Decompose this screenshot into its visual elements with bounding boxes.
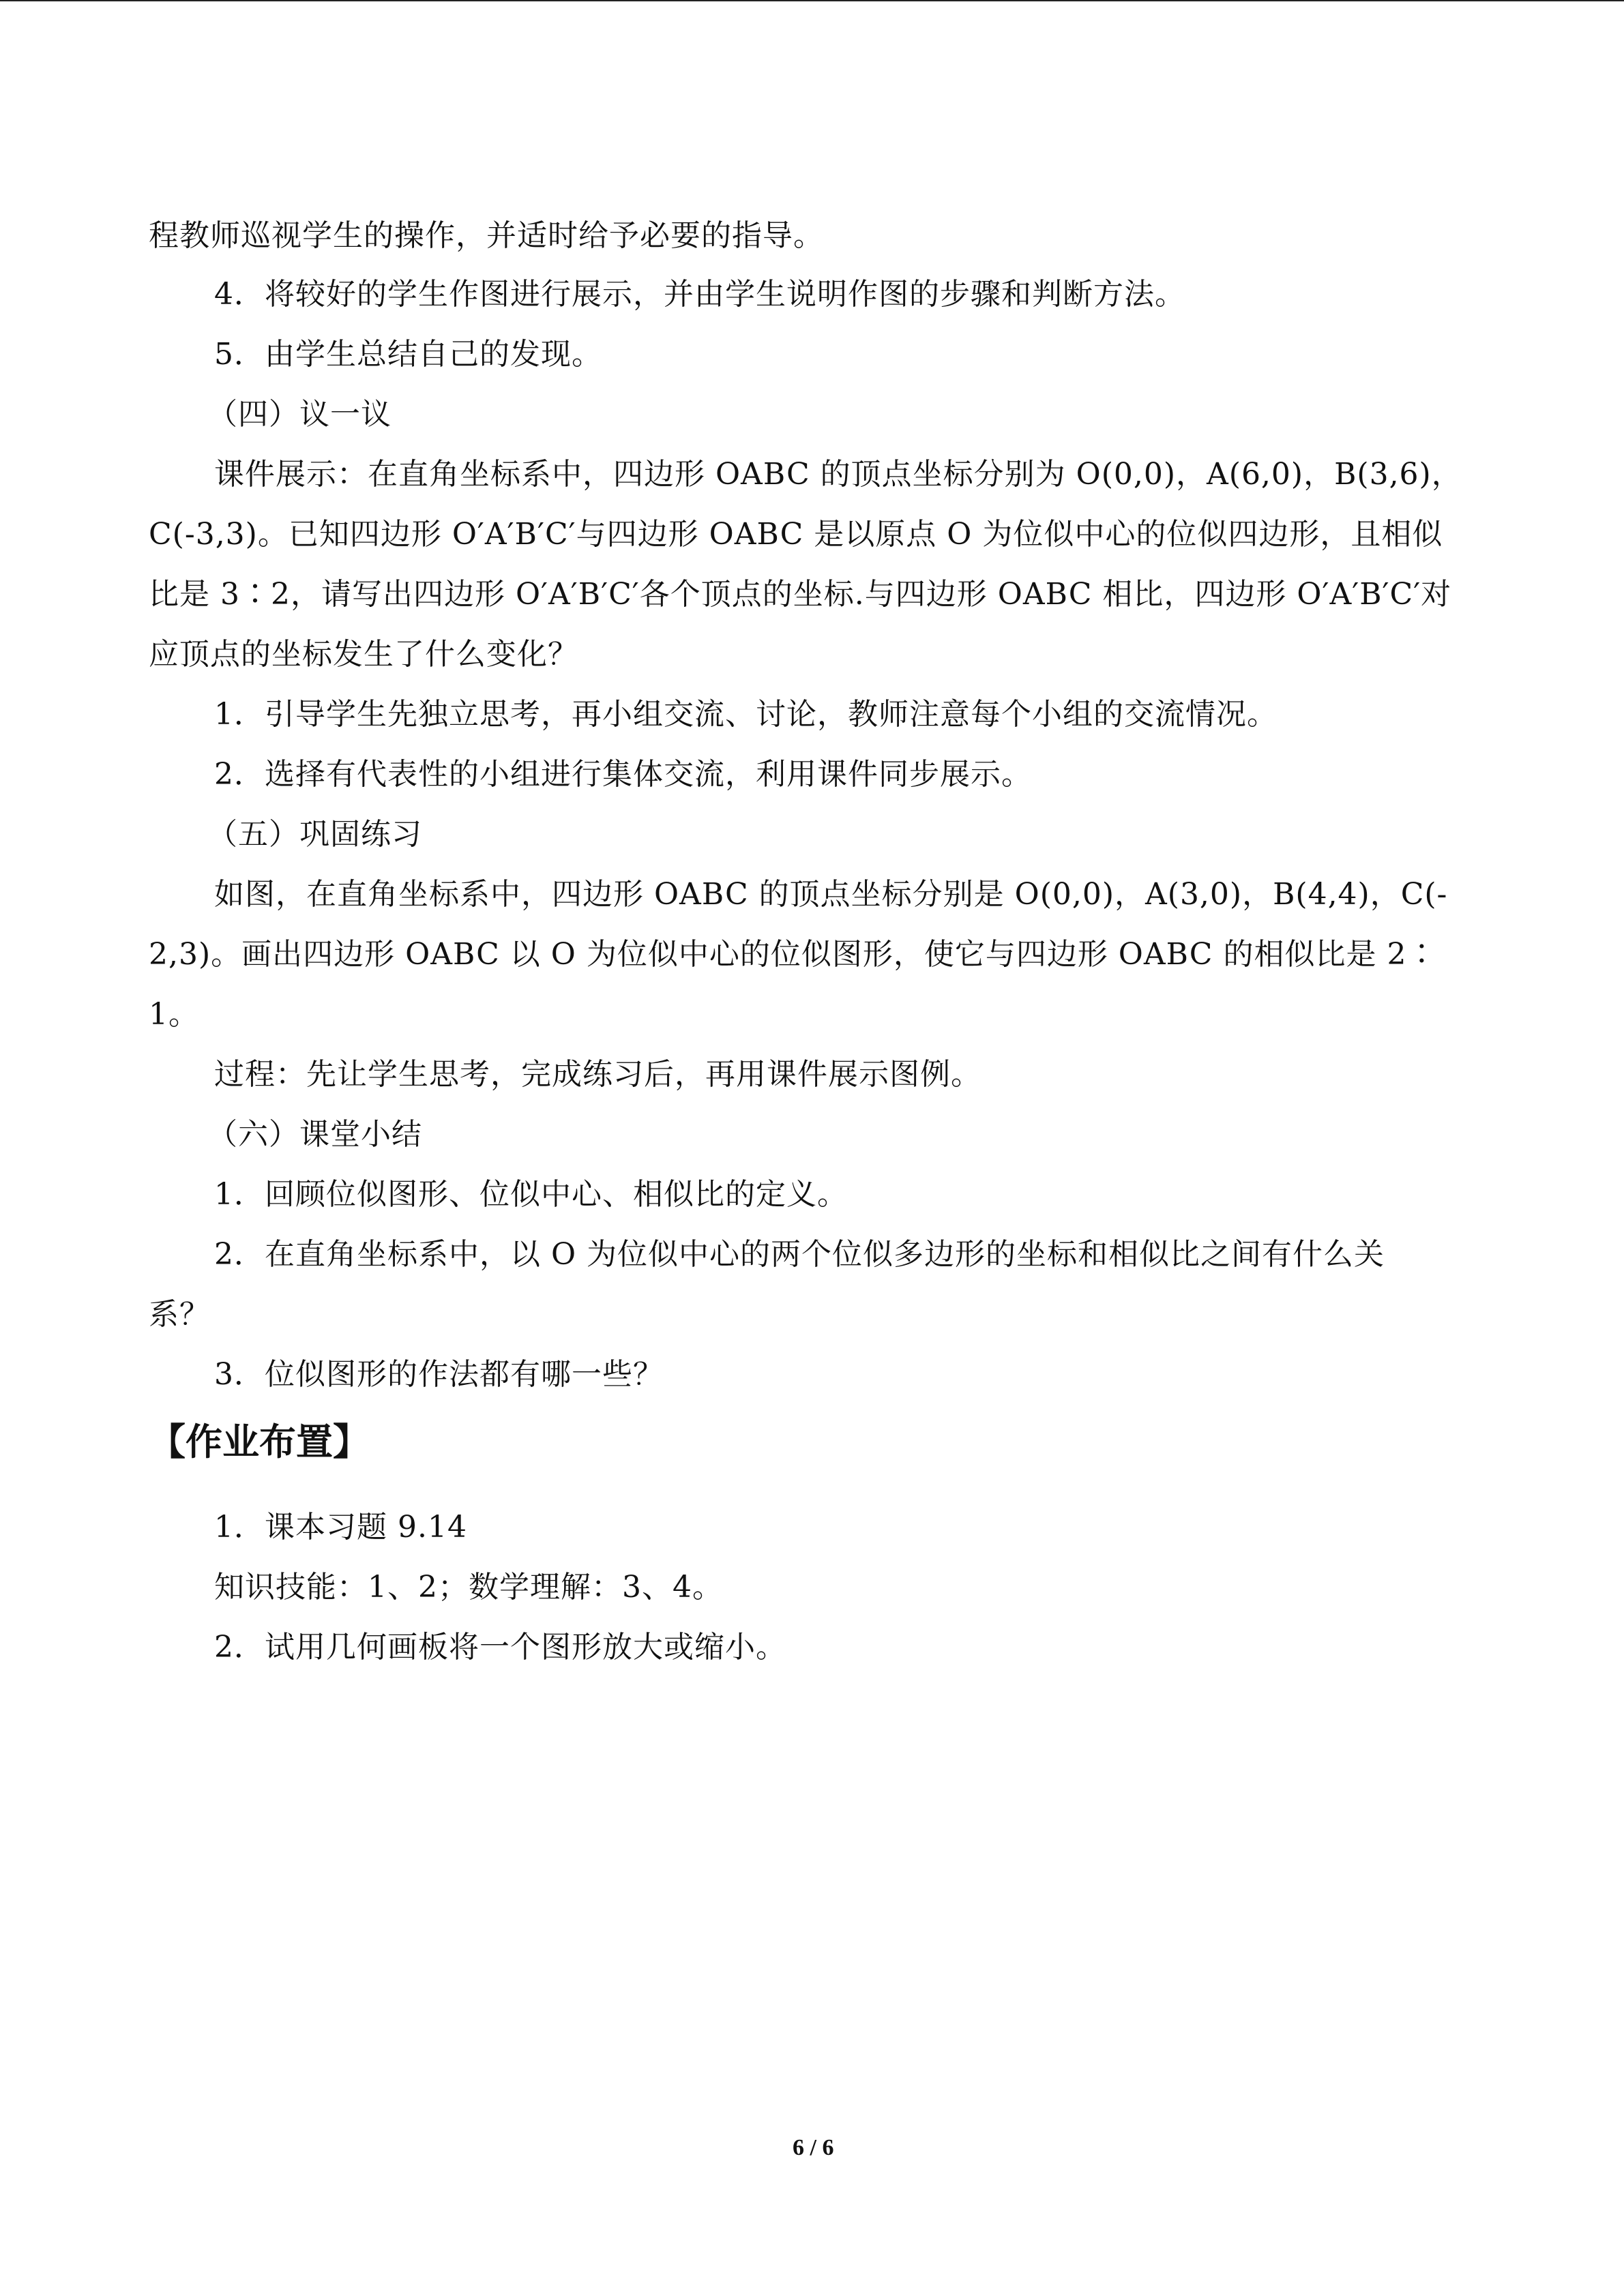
body-line: 课件展示：在直角坐标系中，四边形 OABC 的顶点坐标分别为 O(0,0)，A(6,0)，B(3,6)，	[214, 457, 1462, 492]
top-border-line	[0, 0, 1624, 1]
body-line: 3．位似图形的作法都有哪一些？	[214, 1357, 664, 1392]
body-line: 1．引导学生先独立思考，再小组交流、讨论，教师注意每个小组的交流情况。	[214, 697, 1278, 732]
body-line: 1．回顾位似图形、位似中心、相似比的定义。	[214, 1177, 848, 1212]
body-line: C(-3,3)。已知四边形 O′A′B′C′与四边形 OABC 是以原点 O 为位似中心的位似四边形，且相似	[149, 517, 1443, 552]
section-heading-practice: （五）巩固练习	[207, 817, 422, 852]
section-heading-summary: （六）课堂小结	[207, 1117, 422, 1152]
body-line: 比是 3∶2，请写出四边形 O′A′B′C′各个顶点的坐标.与四边形 OABC 相比，四边形 O′A′B′C′对	[149, 577, 1452, 612]
homework-line: 知识技能：1、2；数学理解：3、4。	[214, 1570, 723, 1605]
body-line: 2,3)。画出四边形 OABC 以 O 为位似中心的位似图形，使它与四边形 OABC 的相似比是 2∶	[149, 937, 1438, 972]
homework-line: 1．课本习题 9.14	[214, 1510, 467, 1545]
body-line: 程教师巡视学生的操作，并适时给予必要的指导。	[149, 218, 824, 253]
body-line: 5．由学生总结自己的发现。	[214, 337, 602, 372]
section-heading-discuss: （四）议一议	[207, 397, 392, 432]
body-line: 4．将较好的学生作图进行展示，并由学生说明作图的步骤和判断方法。	[214, 277, 1185, 312]
body-line: 2．选择有代表性的小组进行集体交流，利用课件同步展示。	[214, 757, 1032, 792]
body-line: 1。	[149, 997, 199, 1032]
body-line: 过程：先让学生思考，完成练习后，再用课件展示图例。	[214, 1057, 981, 1092]
body-line: 应顶点的坐标发生了什么变化？	[149, 637, 578, 672]
body-line: 如图，在直角坐标系中，四边形 OABC 的顶点坐标分别是 O(0,0)，A(3,0)，B(4,4)，C(-	[214, 877, 1448, 912]
homework-heading: 【作业布置】	[149, 1420, 370, 1463]
page-number: 6 / 6	[793, 2135, 834, 2160]
body-line: 2．在直角坐标系中，以 O 为位似中心的两个位似多边形的坐标和相似比之间有什么关	[214, 1237, 1385, 1272]
body-line: 系？	[149, 1297, 210, 1332]
homework-line: 2．试用几何画板将一个图形放大或缩小。	[214, 1630, 786, 1665]
